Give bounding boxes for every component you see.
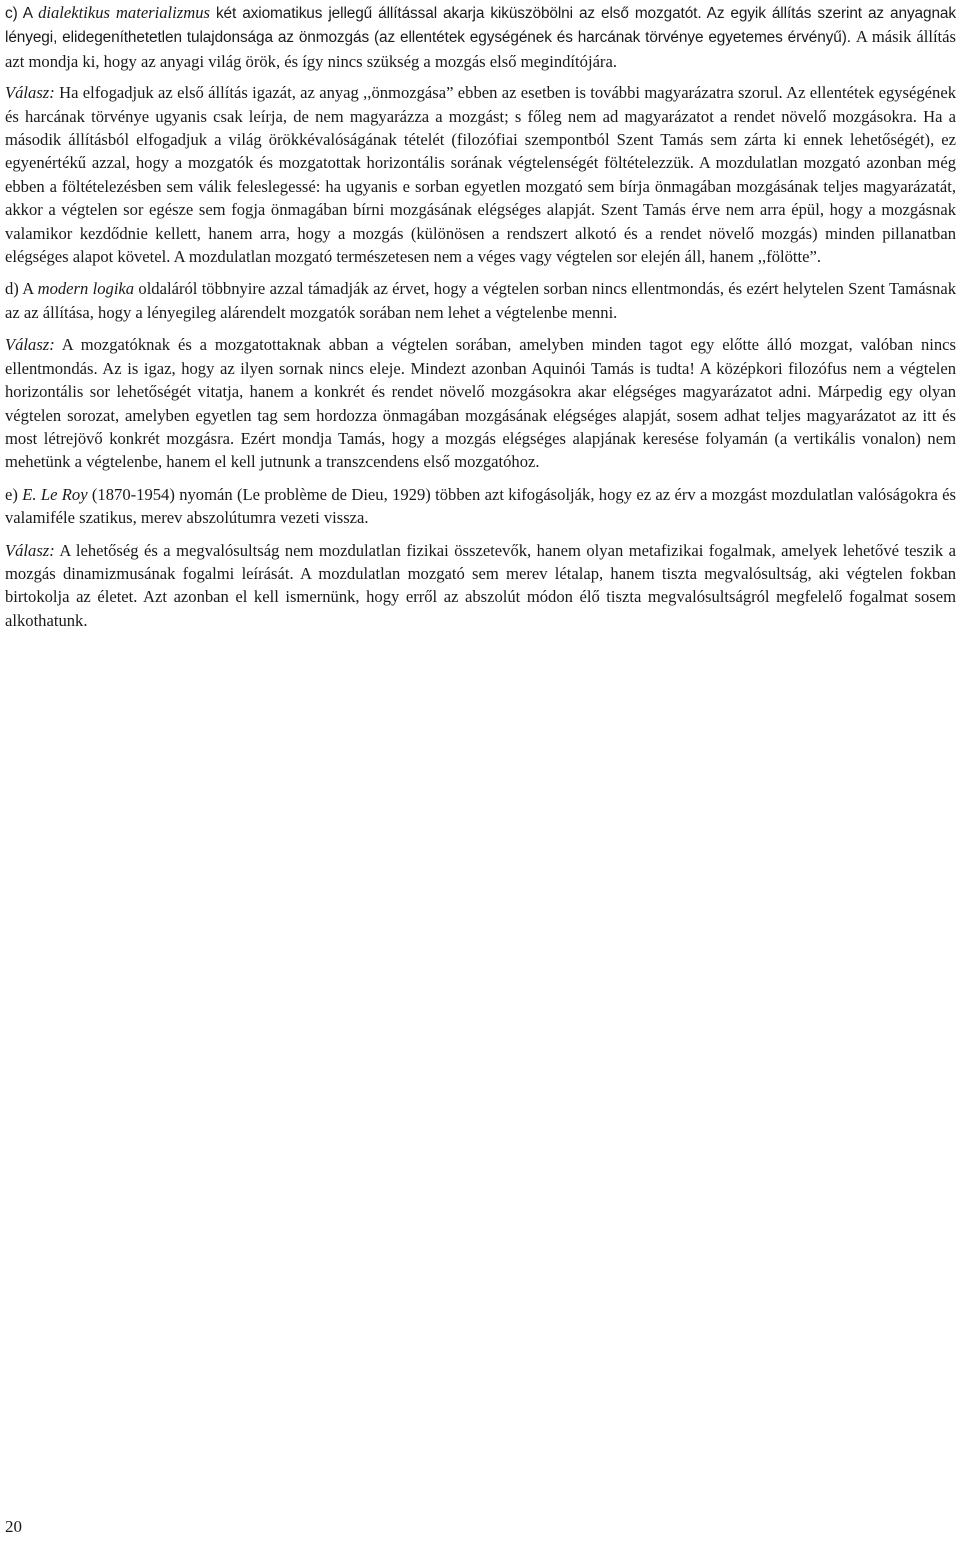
objection-c [5,1,956,73]
answer-e-text: A lehetőség és a megvalósultság nem mozdulatlan fizikai összetevők, hanem olyan metafizikai fogalmak, amelyek lehetővé teszik a mozgás dinamizmusának fogalmi leírását. A mozdulatlan mozgató sem merev létalap, hanem tiszta megvalósultság, aki végtelen fokban birtokolja az életet. Azt azonban el kell ismernünk, hogy erről az abszolút módon élő tiszta megvalósultságról megfelelő fogalmat sosem alkothatunk. [5,540,956,630]
answer-e [5,539,956,633]
answer-label: Válasz: [5,83,55,103]
document-page [5,1,956,641]
objection-e-prefix: e) [5,484,23,504]
term-dialectical-materialism: dialektikus materializmus [38,3,210,22]
objection-d-prefix: d) A [5,279,38,299]
objection-c-text: két axiomatikus jellegű állítással akarja kiküszöbölni az első mozgatót. Az egyik állítás szerint az anyagnak lényegi, elidegeníthetetlen tulajdonsága az önmozgás (az ellentétek egységének és harcának törvénye egyetemes érvényű). [5,5,956,47]
answer-label: Válasz: [5,335,55,355]
objection-d [5,277,956,324]
term-modern-logic: modern logika [37,279,135,299]
objection-c-text-tail: A másik állítás azt mondja ki, hogy az anyagi világ örök, és így nincs szükség a mozgás első megindítójára. [5,27,956,71]
answer-d-text: A mozgatóknak és a mozgatottaknak abban a végtelen sorában, amelyben minden tagot egy előtte álló mozgat, valóban nincs ellentmondás. Az is igaz, hogy az ilyen sornak nincs eleje. Mindezt azonban Aquinói Tamás is tudta! A középkori filozófus nem a végtelen horizontális sor lehetőségét vitatja, hanem a konkrét és rendet növelő mozgásokra akar elégséges magyarázatot adni. Márpedig egy olyan végtelen sorozat, amelyben egyetlen tag sem hordozza önmagában mozgásának elégséges alapját, sosem adhat teljes magyarázatot az itt és most létrejövő konkrét mozgásra. Ezért mondja Tamás, hogy a mozgás elégséges alapjának keresése folyamán (a vertikális vonalon) nem mehetünk a végtelenbe, hanem el kell jutnunk a transzcendens első mozgatóhoz. [5,335,956,472]
objection-e-text: (1870-1954) nyomán (Le problème de Dieu, 1929) többen azt kifogásolják, hogy ez az érv a mozgást mozdulatlan valóságokra és valamiféle szatikus, merev abszolútumra vezeti vissza. [5,484,956,528]
answer-c-text: Ha elfogadjuk az első állítás igazát, az anyag ,,önmozgása” ebben az esetben is további magyarázatra szorul. Az ellentétek egységének és harcának törvénye ugyanis csak leírja, de nem magyarázza a mozgást; s főleg nem ad magyarázatot a rendet növelő mozgásokra. Ha a második állításból elfogadjuk a világ örökkévalóságának tételét (filozófiai szempontból Szent Tamás sem zárta ki ennek lehetőségét), ez egyenértékű azzal, hogy a mozgatók és mozgatottak horizontális sorának végtelenségét föltételezzük. A mozdulatlan mozgató azonban még ebben a föltételezésben sem válik feleslegessé: ha ugyanis e sorban egyetlen mozgató sem bírja önmagában mozgásának teljes magyarázatát, akkor a végtelen sor egésze sem fogja önmagában bírni mozgásának elégséges alapját. Szent Tamás érve nem arra épül, hogy a mozgásnak valamikor kezdődnie kellett, hanem arra, hogy a mozgás (különösen a rendszert alkotó és a rendet növelő mozgás) minden pillanatban elégséges alapot követel. A mozdulatlan mozgató természetesen nem a véges vagy végtelen sor elején áll, hanem ,,fölötte”. [5,83,956,267]
objection-e [5,483,956,530]
objection-d-text: oldaláról többnyire azzal támadják az érvet, hogy a végtelen sorban nincs ellentmondás, és ezért helytelen Szent Tamásnak az az állítása, hogy a lényegileg alárendelt mozgatók sorában nem lehet a végtelenbe menni. [5,279,956,322]
objection-c-prefix: c) A [5,5,39,22]
answer-c [5,81,956,268]
author-le-roy: E. Le Roy [22,484,88,504]
page-number: 20 [5,1517,22,1536]
answer-label: Válasz: [5,540,55,560]
answer-d [5,333,956,473]
